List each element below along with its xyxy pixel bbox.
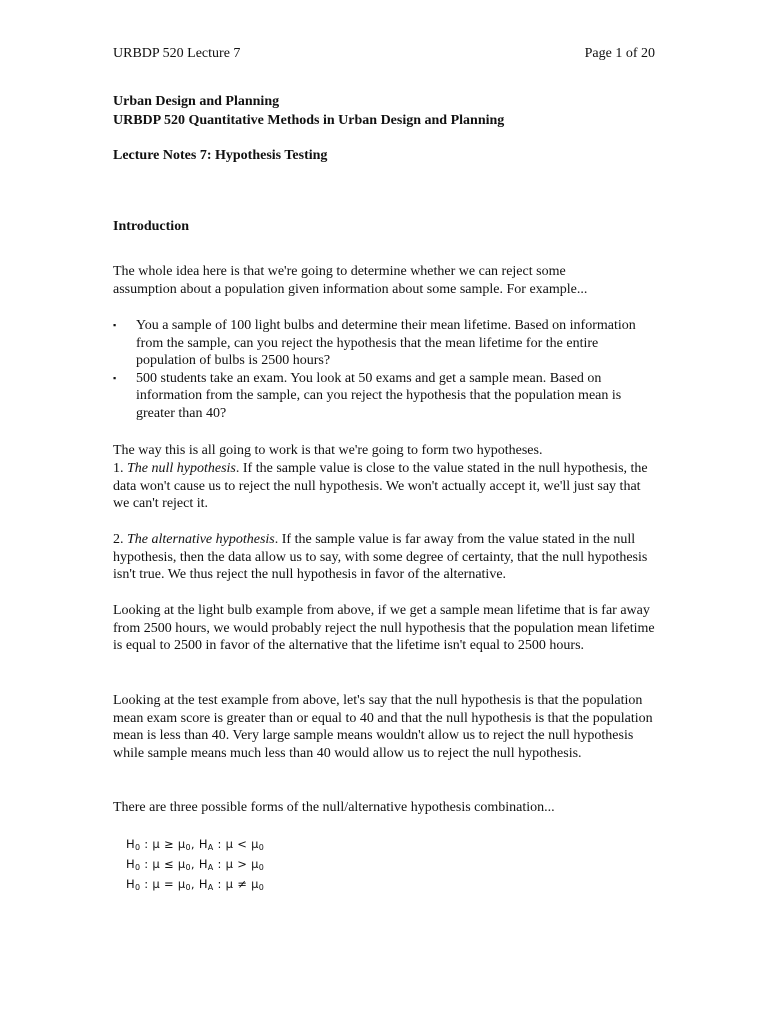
list-item — [113, 370, 658, 423]
list-item-text: 500 students take an exam. You look at 50 exams and get a sample mean. Based on information from the sample, can you reject the hypothesis that the population mean is greater than 40? — [136, 370, 622, 421]
null-hypothesis-paragraph — [113, 460, 658, 513]
alternative-hypothesis-paragraph — [113, 531, 658, 584]
header-page-number: Page 1 of 20 — [584, 46, 655, 61]
example-list — [113, 317, 658, 423]
test-example-paragraph: Looking at the test example from above, let's say that the null hypothesis is that the population mean exam score is greater than or equal to 40 and that the null hypothesis is that the population mean is less than 40. Very large sample means wouldn't allow us to reject the null hypothesis while sample means much less than 40 would allow us to reject the null hypothesis. — [113, 693, 653, 761]
lecture-title: Lecture Notes 7: Hypothesis Testing — [113, 148, 328, 163]
forms-intro: There are three possible forms of the null/alternative hypothesis combination... — [113, 800, 555, 815]
hypotheses-intro: The way this is all going to work is that we're going to form two hypotheses. — [113, 443, 543, 458]
null-hypothesis-number: 1. — [113, 461, 127, 476]
formula-line: $H_0$ : $\mu = \mu_0$, $H_A$ : $\mu \ne \mu_0$ — [126, 877, 265, 892]
alternative-hypothesis-text: . If the sample value is far away from the value stated in the null hypothesis, then the data allow us to say, with some degree of certainty, that the null hypothesis isn't true. We thus reject the null hypothesis in favor of the alternative. — [113, 532, 648, 583]
light-bulb-paragraph: Looking at the light bulb example from above, if we get a sample mean lifetime that is far away from 2500 hours, we would probably reject the null hypothesis that the population mean lifetime is equal to 2500 in favor of the alternative that the lifetime isn't equal to 2500 hours. — [113, 603, 655, 654]
bullet-marker: ▪ — [113, 372, 117, 383]
header-course: URBDP 520 Lecture 7 — [113, 46, 241, 61]
dept-title: Urban Design and Planning — [113, 94, 280, 109]
list-item — [113, 317, 658, 370]
course-title: URBDP 520 Quantitative Methods in Urban Design and Planning — [113, 113, 505, 128]
null-hypothesis-text: . If the sample value is close to the value stated in the null hypothesis, the data won't cause us to reject the null hypothesis. We won't actually accept it, we'll just say that we can't reject it. — [113, 461, 648, 512]
null-hypothesis-term: The null hypothesis — [127, 461, 236, 476]
bullet-marker: ▪ — [113, 320, 117, 330]
formula-line: $H_0$ : $\mu \le \mu_0$, $H_A$ : $\mu > \mu_0$ — [126, 857, 265, 872]
formula-line: $H_0$ : $\mu \ge \mu_0$, $H_A$ : $\mu < \mu_0$ — [126, 837, 265, 852]
intro-paragraph: The whole idea here is that we're going to determine whether we can reject some assumption about a population given information about some sample. For example... — [113, 264, 588, 297]
alternative-hypothesis-number: 2. — [113, 532, 127, 547]
list-item-text: You a sample of 100 light bulbs and determine their mean lifetime. Based on information from the sample, can you reject the hypothesis that the mean lifetime for the entire population of bulbs is 2500 hours? — [136, 318, 636, 369]
section-heading-introduction: Introduction — [113, 219, 189, 234]
alternative-hypothesis-term: The alternative hypothesis — [127, 532, 275, 547]
